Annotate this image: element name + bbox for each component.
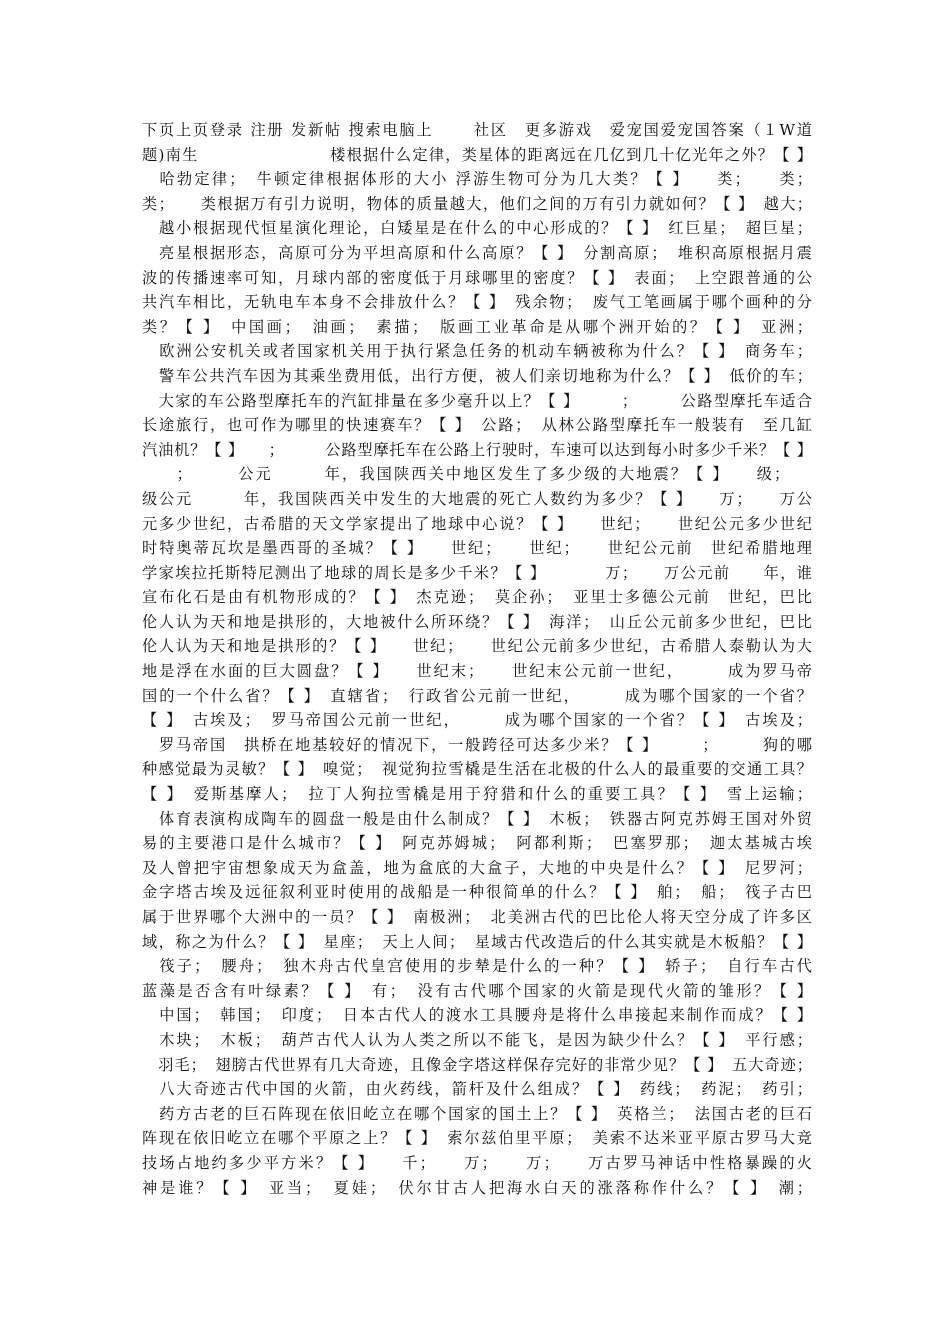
text-line: 地是浮在水面的巨大圆盘？【 】 世纪末； 世纪末公元前一世纪， 成为罗马帝 [142, 662, 812, 681]
text-line: 警车公共汽车因为其乘坐费用低，出行方便，被人们亲切地称为什么？【 】 低价的车； [142, 366, 812, 385]
text-line: 题)南生 楼根据什么定律，类星体的距离远在几亿到几十亿光年之外？【 】 [142, 145, 812, 164]
text-line: 中国； 韩国； 印度； 日本古代人的渡水工具腰舟是将什么串接起来制作而成？【 】 [142, 1006, 812, 1025]
text-line: 类？【 】 中国画； 油画； 素描； 版画工业革命是从哪个洲开始的？【 】 亚洲； [142, 317, 812, 336]
text-line: 亮星根据形态，高原可分为平坦高原和什么高原？【 】 分割高原； 堆积高原根据月震 [142, 243, 812, 262]
text-line: 越小根据现代恒星演化理论，白矮星是在什么的中心形成的？【 】 红巨星； 超巨星； [142, 219, 812, 238]
text-line: 金字塔古埃及远征叙利亚时使用的战船是一种很简单的什么？【 】 舶； 船； 筏子古巴 [142, 883, 812, 902]
text-line: 波的传播速率可知，月球内部的密度低于月球哪里的密度？【 】 表面； 上空跟普通的公 [142, 268, 812, 287]
text-line: 哈勃定律； 牛顿定律根据体形的大小 浮游生物可分为几大类？【 】 类； 类； [142, 170, 812, 189]
text-line: ； 公元 年，我国陕西关中地区发生了多少级的大地震？【 】 级； [142, 465, 812, 484]
text-line: 及人曾把宇宙想象成天为盒盖，地为盒底的大盒子，大地的中央是什么？【 】 尼罗河； [142, 858, 812, 877]
text-line: 时特奥蒂瓦坎是墨西哥的圣城？【 】 世纪； 世纪； 世纪公元前 世纪希腊地理 [142, 539, 812, 558]
text-line: 易的主要港口是什么城市？【 】 阿克苏姆城； 阿都利斯； 巴塞罗那； 迦太基城古埃 [142, 834, 812, 853]
text-line: 阵现在依旧屹立在哪个平原之上？【 】 索尔兹伯里平原； 美索不达米亚平原古罗马大竞 [142, 1129, 812, 1148]
text-line: 类； 类根据万有引力说明，物体的质量越大，他们之间的万有引力就如何？【 】 越大； [142, 194, 812, 213]
text-line: 长途旅行，也可作为哪里的快速赛车？【 】 公路； 从林公路型摩托车一般装有 至几缸 [142, 416, 812, 435]
text-line: 羽毛； 翅膀古代世界有几大奇迹，且像金字塔这样保存完好的非常少见？【 】 五大奇迹； [142, 1055, 812, 1074]
text-line: 级公元 年，我国陕西关中发生的大地震的死亡人数约为多少？【 】 万； 万公 [142, 489, 812, 508]
text-line: 技场占地约多少平方米？【 】 千； 万； 万； 万古罗马神话中性格暴躁的火 [142, 1153, 812, 1172]
text-line: 筏子； 腰舟； 独木舟古代皇宫使用的步辇是什么的一种？【 】 轿子； 自行车古代 [142, 957, 812, 976]
text-line: 域，称之为什么？【 】 星座； 天上人间； 星域古代改造后的什么其实就是木板船？【 】 [142, 932, 812, 951]
text-line: 学家埃拉托斯特尼测出了地球的周长是多少千米？【 】 万； 万公元前 年，谁 [142, 563, 812, 582]
text-line: 下页上页登录 注册 发新帖 搜索电脑上 社区 更多游戏 爱宠国爱宠国答案（１W道 [142, 121, 812, 139]
document-body-text [142, 118, 812, 1200]
text-line: 种感觉最为灵敏？【 】 嗅觉； 视觉狗拉雪橇是生活在北极的什么人的最重要的交通工具？ [142, 760, 812, 779]
text-line: 【 】 古埃及； 罗马帝国公元前一世纪， 成为哪个国家的一个省？【 】 古埃及； [142, 711, 812, 730]
text-line: 共汽车相比，无轨电车本身不会排放什么？【 】 残余物； 废气工笔画属于哪个画种的分 [142, 293, 812, 312]
text-line: 八大奇迹古代中国的火箭，由火药线，箭杆及什么组成？【 】 药线； 药泥； 药引； [142, 1080, 812, 1099]
text-line: 伦人认为天和地是拱形的，大地被什么所环绕？【 】 海洋； 山丘公元前多少世纪，巴比 [142, 612, 812, 631]
text-line: 属于世界哪个大洲中的一员？【 】 南极洲； 北美洲古代的巴比伦人将天空分成了许多区 [142, 908, 812, 926]
text-line: 药方古老的巨石阵现在依旧屹立在哪个国家的国土上？【 】 英格兰； 法国古老的巨石 [142, 1104, 812, 1123]
text-line: 宣布化石是由有机物形成的？【 】 杰克逊； 莫企孙； 亚里士多德公元前 世纪，巴比 [142, 588, 812, 607]
text-line: 体育表演构成陶车的圆盘一般是由什么制成？【 】 木板； 铁器古阿克苏姆王国对外贸 [142, 809, 812, 828]
text-line: 元多少世纪，古希腊的天文学家提出了地球中心说？【 】 世纪； 世纪公元多少世纪 [142, 514, 812, 533]
text-line: 神是谁？【 】 亚当； 夏娃； 伏尔甘古人把海水白天的涨落称作什么？【 】 潮； [142, 1178, 812, 1197]
text-line: 木块； 木板； 葫芦古代人认为人类之所以不能飞，是因为缺少什么？【 】 平行感； [142, 1030, 812, 1049]
text-line: 蓝藻是否含有叶绿素？【 】 有； 没有古代哪个国家的火箭是现代火箭的雏形？【 】 [142, 981, 812, 1000]
text-line: 罗马帝国 拱桥在地基较好的情况下，一般跨径可达多少米？【 】 ； 狗的哪 [142, 735, 812, 754]
text-line: 欧洲公安机关或者国家机关用于执行紧急任务的机动车辆被称为什么？【 】 商务车； [142, 342, 812, 361]
text-line: 【 】 爱斯基摩人； 拉丁人狗拉雪橇是用于狩猎和什么的重要工具？【 】 雪上运输； [142, 785, 812, 804]
text-line: 大家的车公路型摩托车的汽缸排量在多少毫升以上？【 】 ； 公路型摩托车适合 [142, 391, 812, 410]
text-line: 国的一个什么省？【 】 直辖省； 行政省公元前一世纪， 成为哪个国家的一个省？ [142, 686, 812, 705]
text-line: 汽油机？【 】 ； 公路型摩托车在公路上行驶时，车速可以达到每小时多少千米？【 】 [142, 440, 812, 459]
text-line: 伦人认为天和地是拱形的？【 】 世纪； 世纪公元前多少世纪，古希腊人泰勒认为大 [142, 637, 812, 656]
